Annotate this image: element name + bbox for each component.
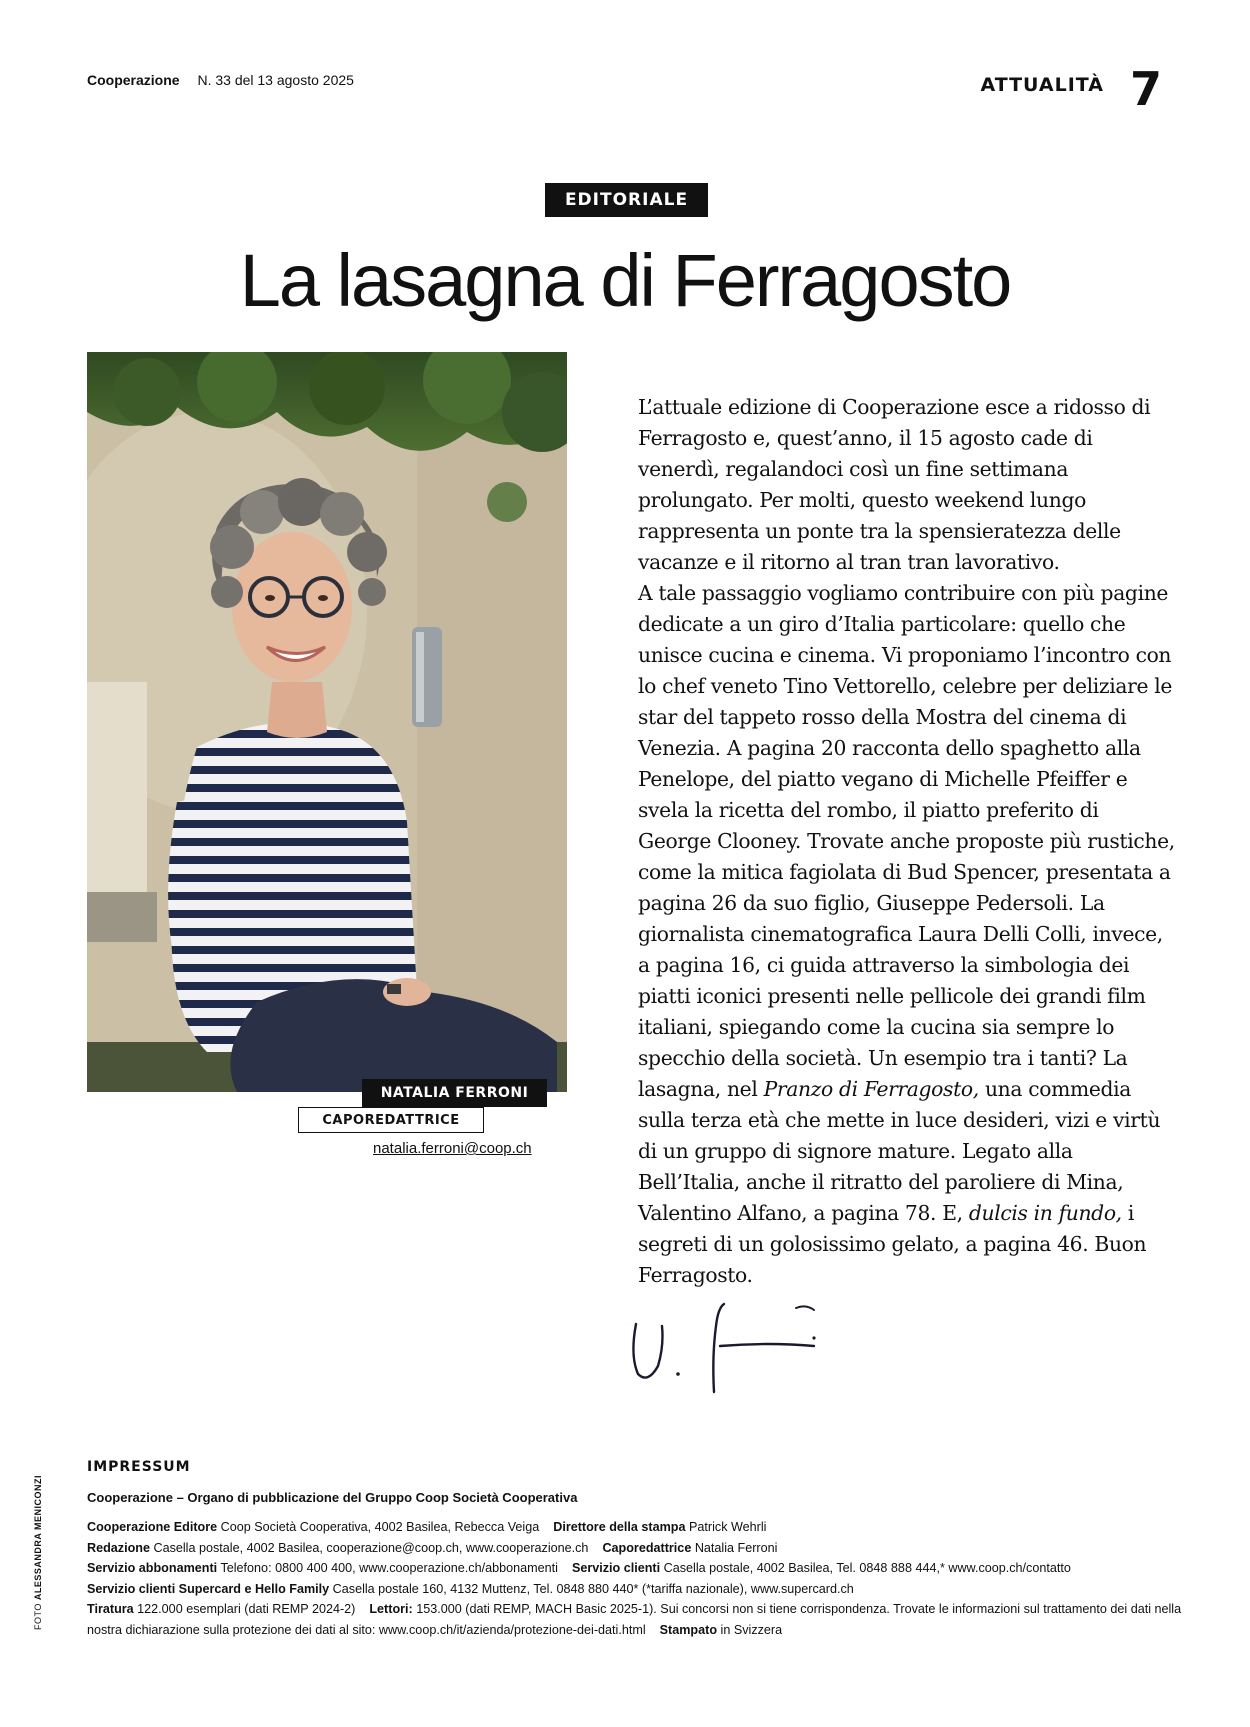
impressum-value: Casella postale, 4002 Basilea, Tel. 0848 888 444,* www.coop.ch/contatto bbox=[663, 1561, 1071, 1575]
photo-credit-label: FOTO bbox=[33, 1603, 43, 1630]
impressum-key: Servizio abbonamenti bbox=[87, 1561, 218, 1575]
section-name: ATTUALITÀ bbox=[980, 74, 1104, 96]
body-paragraph-2-end: i segreti di un golosissimo gelato, a pagina 46. Buon Ferragosto. bbox=[638, 1201, 1147, 1287]
impressum-value: Coop Società Cooperativa, 4002 Basilea, Rebecca Veiga bbox=[220, 1520, 540, 1534]
impressum-line-1 bbox=[87, 1517, 1187, 1538]
author-email-link[interactable]: natalia.ferroni@coop.ch bbox=[373, 1140, 532, 1157]
impressum-value: Natalia Ferroni bbox=[694, 1540, 778, 1555]
impressum-line-3 bbox=[87, 1558, 1187, 1579]
magazine-name: Cooperazione bbox=[87, 72, 180, 88]
author-role-label: CAPOREDATTRICE bbox=[298, 1107, 484, 1133]
impressum-value: in Svizzera bbox=[720, 1622, 783, 1637]
impressum-key: Lettori: bbox=[369, 1602, 413, 1616]
film-title-italic: Pranzo di Ferragosto, bbox=[763, 1077, 979, 1101]
author-photo-illustration bbox=[87, 352, 567, 1092]
body-paragraph-2-cont: una commedia sulla terza età che mette in luce desideri, vizi e virtù di un gruppo di signore mature. Legato alla Bell’Italia, anche il ritratto del paroliere di Mina, Valentino Alfano, a pagina 78. E, bbox=[638, 1077, 1161, 1225]
impressum-details bbox=[87, 1517, 1187, 1640]
impressum-key: Tiratura bbox=[87, 1602, 134, 1616]
page-header-right bbox=[980, 62, 1162, 116]
impressum-line-5 bbox=[87, 1599, 1187, 1640]
impressum-value: 153.000 (dati REMP, MACH Basic 2025-1). Sui concorsi non si tiene corrispondenza. Trovate le informazioni sul trattamento dei dati nella nostra dichiarazione sulla protezione dei dati al sito: www.coop.ch/it/azienda/protezione-dei-dati.html bbox=[87, 1602, 1182, 1637]
body-paragraph-2: A tale passaggio vogliamo contribuire con più pagine dedicate a un giro d’Italia particolare: quello che unisce cucina e cinema. Vi proponiamo l’incontro con lo chef veneto Tino Vettorello, celebre per deliziare le star del tappeto rosso della Mostra del cinema di Venezia. A pagina 20 racconta dello spaghetto alla Penelope, del piatto vegano di Michelle Pfeiffer e svela la ricetta del rombo, il piatto preferito di George Clooney. Trovate anche proposte più rustiche, come la mitica fagiolata di Bud Spencer, presentata a pagina 26 da suo figlio, Giuseppe Pedersoli. La giornalista cinematografica Laura Delli Colli, invece, a pagina 16, ci guida attraverso la simbologia dei piatti iconici presenti nelle pellicole dei grandi film italiani, spiegando come la cucina sia sempre lo specchio della società. Un esempio tra i tanti? La lasagna, nel bbox=[638, 581, 1175, 1101]
article-headline: La lasagna di Ferragosto bbox=[239, 239, 1011, 322]
page-header-left bbox=[87, 72, 354, 88]
impressum-key: Direttore della stampa bbox=[553, 1520, 686, 1534]
latin-phrase-italic: dulcis in fundo, bbox=[968, 1201, 1122, 1225]
impressum-value: Casella postale, 4002 Basilea, cooperazione@coop.ch, www.cooperazione.ch bbox=[153, 1540, 589, 1555]
impressum-value: Telefono: 0800 400 400, www.cooperazione.ch/abbonamenti bbox=[220, 1561, 558, 1575]
author-signature bbox=[628, 1296, 828, 1396]
article-kicker: EDITORIALE bbox=[545, 183, 708, 217]
page-number: 7 bbox=[1129, 62, 1162, 116]
impressum-value: Casella postale 160, 4132 Muttenz, Tel. 0848 880 440* (*tariffa nazionale), www.supercard.ch bbox=[332, 1581, 854, 1596]
impressum-key: Cooperazione Editore bbox=[87, 1520, 218, 1534]
impressum-key: Servizio clienti bbox=[571, 1561, 661, 1575]
impressum-line-2 bbox=[87, 1538, 1187, 1559]
impressum-title: IMPRESSUM bbox=[87, 1459, 191, 1475]
impressum-value: Patrick Wehrli bbox=[689, 1520, 767, 1534]
impressum-organization: Cooperazione – Organo di pubblicazione del Gruppo Coop Società Cooperativa bbox=[87, 1490, 578, 1505]
impressum-key: Servizio clienti Supercard e Hello Family bbox=[87, 1581, 330, 1596]
body-paragraph-1: L’attuale edizione di Cooperazione esce a ridosso di Ferragosto e, quest’anno, il 15 agosto cade di venerdì, regalandoci così un fine settimana prolungato. Per molti, questo weekend lungo rappresenta un ponte tra la spensieratezza delle vacanze e il ritorno al tran tran lavorativo. bbox=[638, 395, 1151, 574]
article-body bbox=[638, 392, 1175, 1291]
impressum-key: Stampato bbox=[659, 1622, 718, 1637]
issue-date: N. 33 del 13 agosto 2025 bbox=[197, 72, 354, 88]
impressum-line-4 bbox=[87, 1579, 1187, 1600]
author-photo bbox=[87, 352, 567, 1092]
author-name-label: NATALIA FERRONI bbox=[362, 1079, 547, 1107]
impressum-value: 122.000 esemplari (dati REMP 2024-2) bbox=[137, 1602, 356, 1616]
photo-credit-name: ALESSANDRA MENICONZI bbox=[33, 1474, 43, 1601]
impressum-key: Caporedattrice bbox=[602, 1540, 692, 1555]
impressum-key: Redazione bbox=[87, 1540, 150, 1555]
photo-credit bbox=[33, 1475, 43, 1630]
